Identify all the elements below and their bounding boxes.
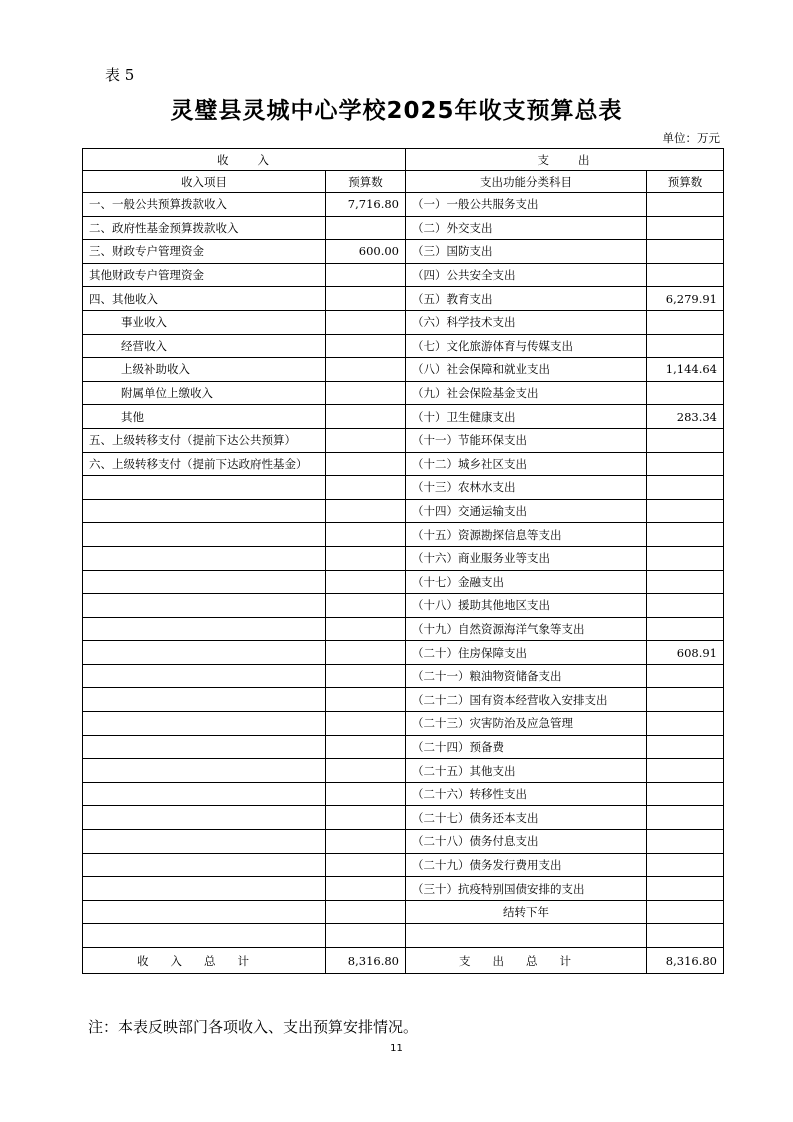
table-row (83, 735, 724, 759)
exp-value-cell (647, 499, 724, 523)
income-value-cell (326, 830, 406, 854)
income-item-cell (83, 830, 326, 854)
income-value-cell (326, 428, 406, 452)
total-row (83, 948, 724, 974)
income-value-cell (326, 452, 406, 476)
income-item-cell (83, 782, 326, 806)
exp-value-cell: 6,279.91 (647, 287, 724, 311)
income-value-cell (326, 499, 406, 523)
exp-value-cell (647, 617, 724, 641)
income-value-cell (326, 334, 406, 358)
table-row (83, 570, 724, 594)
exp-item-cell: （十二）城乡社区支出 (406, 452, 647, 476)
exp-item-header: 支出功能分类科目 (406, 171, 647, 193)
table-row (83, 617, 724, 641)
exp-value-cell (647, 782, 724, 806)
exp-value-cell (647, 806, 724, 830)
table-row (83, 688, 724, 712)
income-item-cell: 一、一般公共预算拨款收入 (83, 193, 326, 217)
exp-value-cell (647, 334, 724, 358)
table-row (83, 546, 724, 570)
exp-item-cell: （十七）金融支出 (406, 570, 647, 594)
income-item-cell (83, 688, 326, 712)
exp-value-cell (647, 216, 724, 240)
table-row (83, 782, 724, 806)
income-value-cell (326, 641, 406, 665)
income-item-cell (83, 853, 326, 877)
exp-item-cell: （三）国防支出 (406, 240, 647, 264)
exp-value-cell (647, 523, 724, 547)
table-row (83, 452, 724, 476)
exp-item-cell: （一）一般公共服务支出 (406, 193, 647, 217)
exp-value-cell: 283.34 (647, 405, 724, 429)
table-row (83, 358, 724, 382)
table-row (83, 877, 724, 901)
income-total-label: 收入总计 (83, 948, 326, 974)
exp-value-cell (647, 877, 724, 901)
table-number: 表 5 (105, 66, 135, 84)
income-value-cell (326, 358, 406, 382)
exp-value-cell (647, 924, 724, 948)
income-item-cell: 二、政府性基金预算拨款收入 (83, 216, 326, 240)
unit-label: 单位：万元 (662, 131, 720, 145)
exp-item-cell: （六）科学技术支出 (406, 310, 647, 334)
income-value-cell (326, 263, 406, 287)
exp-item-cell: （二十三）灾害防治及应急管理 (406, 712, 647, 736)
exp-item-cell: （三十）抗疫特别国债安排的支出 (406, 877, 647, 901)
exp-value-cell (647, 476, 724, 500)
exp-total-value: 8,316.80 (647, 948, 724, 974)
exp-item-cell (406, 924, 647, 948)
income-item-cell (83, 570, 326, 594)
income-value-cell: 600.00 (326, 240, 406, 264)
exp-item-cell: （五）教育支出 (406, 287, 647, 311)
income-item-cell: 六、上级转移支付（提前下达政府性基金） (83, 452, 326, 476)
income-item-cell: 五、上级转移支付（提前下达公共预算） (83, 428, 326, 452)
income-item-cell (83, 476, 326, 500)
exp-item-cell: （二十二）国有资本经营收入安排支出 (406, 688, 647, 712)
exp-item-cell: （八）社会保障和就业支出 (406, 358, 647, 382)
exp-item-cell: （二十八）债务付息支出 (406, 830, 647, 854)
table-row (83, 287, 724, 311)
expenditure-group-header: 支 出 (406, 149, 724, 171)
exp-item-cell: （十四）交通运输支出 (406, 499, 647, 523)
budget-table (82, 148, 724, 974)
income-value-cell (326, 759, 406, 783)
income-value-cell (326, 853, 406, 877)
exp-value-cell (647, 830, 724, 854)
income-item-cell (83, 523, 326, 547)
income-group-header: 收 入 (83, 149, 406, 171)
income-item-cell (83, 617, 326, 641)
income-item-cell (83, 806, 326, 830)
table-row (83, 499, 724, 523)
exp-item-cell: （二十六）转移性支出 (406, 782, 647, 806)
table-row (83, 924, 724, 948)
table-row (83, 641, 724, 665)
table-row (83, 759, 724, 783)
income-item-cell: 三、财政专户管理资金 (83, 240, 326, 264)
income-value-cell (326, 405, 406, 429)
income-value-cell (326, 570, 406, 594)
table-row (83, 523, 724, 547)
income-value-cell (326, 476, 406, 500)
income-item-cell (83, 877, 326, 901)
income-item-cell: 附属单位上缴收入 (83, 381, 326, 405)
exp-value-cell (647, 900, 724, 924)
table-row (83, 806, 724, 830)
exp-value-cell (647, 263, 724, 287)
income-item-cell (83, 712, 326, 736)
income-value-cell (326, 617, 406, 641)
income-total-value: 8,316.80 (326, 948, 406, 974)
exp-value-cell (647, 594, 724, 618)
exp-item-cell: （二十九）债务发行费用支出 (406, 853, 647, 877)
exp-item-cell: （九）社会保险基金支出 (406, 381, 647, 405)
table-row (83, 381, 724, 405)
table-row (83, 334, 724, 358)
page-number: 11 (390, 1043, 403, 1054)
income-value-cell (326, 782, 406, 806)
exp-value-cell (647, 452, 724, 476)
exp-item-cell: （四）公共安全支出 (406, 263, 647, 287)
exp-value-cell: 608.91 (647, 641, 724, 665)
income-item-cell: 事业收入 (83, 310, 326, 334)
income-value-cell (326, 381, 406, 405)
table-row (83, 476, 724, 500)
table-row (83, 853, 724, 877)
table-row (83, 310, 724, 334)
exp-value-cell (647, 735, 724, 759)
exp-item-cell: （十九）自然资源海洋气象等支出 (406, 617, 647, 641)
exp-item-cell: （十五）资源勘探信息等支出 (406, 523, 647, 547)
income-value-cell (326, 523, 406, 547)
exp-value-cell (647, 546, 724, 570)
exp-item-cell: （二十五）其他支出 (406, 759, 647, 783)
income-item-cell (83, 546, 326, 570)
income-value-cell: 7,716.80 (326, 193, 406, 217)
income-value-cell (326, 546, 406, 570)
income-item-cell: 四、其他收入 (83, 287, 326, 311)
income-item-cell: 其他 (83, 405, 326, 429)
exp-item-cell: （二十七）债务还本支出 (406, 806, 647, 830)
exp-item-cell: （七）文化旅游体育与传媒支出 (406, 334, 647, 358)
income-value-cell (326, 735, 406, 759)
income-item-cell (83, 759, 326, 783)
exp-item-cell: 结转下年 (406, 900, 647, 924)
income-value-cell (326, 216, 406, 240)
income-item-header: 收入项目 (83, 171, 326, 193)
table-row (83, 900, 724, 924)
table-row (83, 830, 724, 854)
income-item-cell (83, 735, 326, 759)
table-row (83, 405, 724, 429)
income-value-cell (326, 900, 406, 924)
exp-item-cell: （二十一）粮油物资储备支出 (406, 664, 647, 688)
exp-budget-header: 预算数 (647, 171, 724, 193)
exp-value-cell (647, 570, 724, 594)
page-title: 灵璧县灵城中心学校2025年收支预算总表 (170, 98, 623, 124)
exp-value-cell (647, 381, 724, 405)
income-item-cell (83, 641, 326, 665)
table-row (83, 240, 724, 264)
income-value-cell (326, 287, 406, 311)
header-row-groups (83, 149, 724, 171)
exp-value-cell (647, 240, 724, 264)
header-row-columns (83, 171, 724, 193)
exp-item-cell: （二）外交支出 (406, 216, 647, 240)
exp-value-cell (647, 688, 724, 712)
exp-item-cell: （十六）商业服务业等支出 (406, 546, 647, 570)
income-item-cell (83, 924, 326, 948)
exp-item-cell: （十）卫生健康支出 (406, 405, 647, 429)
income-value-cell (326, 688, 406, 712)
exp-value-cell (647, 712, 724, 736)
table-row (83, 664, 724, 688)
exp-value-cell (647, 853, 724, 877)
income-value-cell (326, 712, 406, 736)
table-row (83, 216, 724, 240)
income-value-cell (326, 594, 406, 618)
income-item-cell (83, 499, 326, 523)
exp-value-cell: 1,144.64 (647, 358, 724, 382)
table-row (83, 712, 724, 736)
income-value-cell (326, 664, 406, 688)
income-item-cell: 上级补助收入 (83, 358, 326, 382)
exp-item-cell: （二十四）预备费 (406, 735, 647, 759)
exp-value-cell (647, 664, 724, 688)
income-value-cell (326, 310, 406, 334)
table-row (83, 594, 724, 618)
income-item-cell: 经营收入 (83, 334, 326, 358)
income-item-cell (83, 664, 326, 688)
exp-value-cell (647, 310, 724, 334)
table-row (83, 428, 724, 452)
income-value-cell (326, 806, 406, 830)
income-budget-header: 预算数 (326, 171, 406, 193)
exp-item-cell: （二十）住房保障支出 (406, 641, 647, 665)
table-row (83, 263, 724, 287)
exp-value-cell (647, 193, 724, 217)
table-row (83, 193, 724, 217)
income-value-cell (326, 924, 406, 948)
income-item-cell (83, 594, 326, 618)
exp-item-cell: （十八）援助其他地区支出 (406, 594, 647, 618)
income-item-cell (83, 900, 326, 924)
income-item-cell: 其他财政专户管理资金 (83, 263, 326, 287)
exp-value-cell (647, 759, 724, 783)
exp-item-cell: （十一）节能环保支出 (406, 428, 647, 452)
exp-total-label: 支出总计 (406, 948, 647, 974)
exp-item-cell: （十三）农林水支出 (406, 476, 647, 500)
exp-value-cell (647, 428, 724, 452)
footnote: 注：本表反映部门各项收入、支出预算安排情况。 (88, 1018, 419, 1036)
income-value-cell (326, 877, 406, 901)
